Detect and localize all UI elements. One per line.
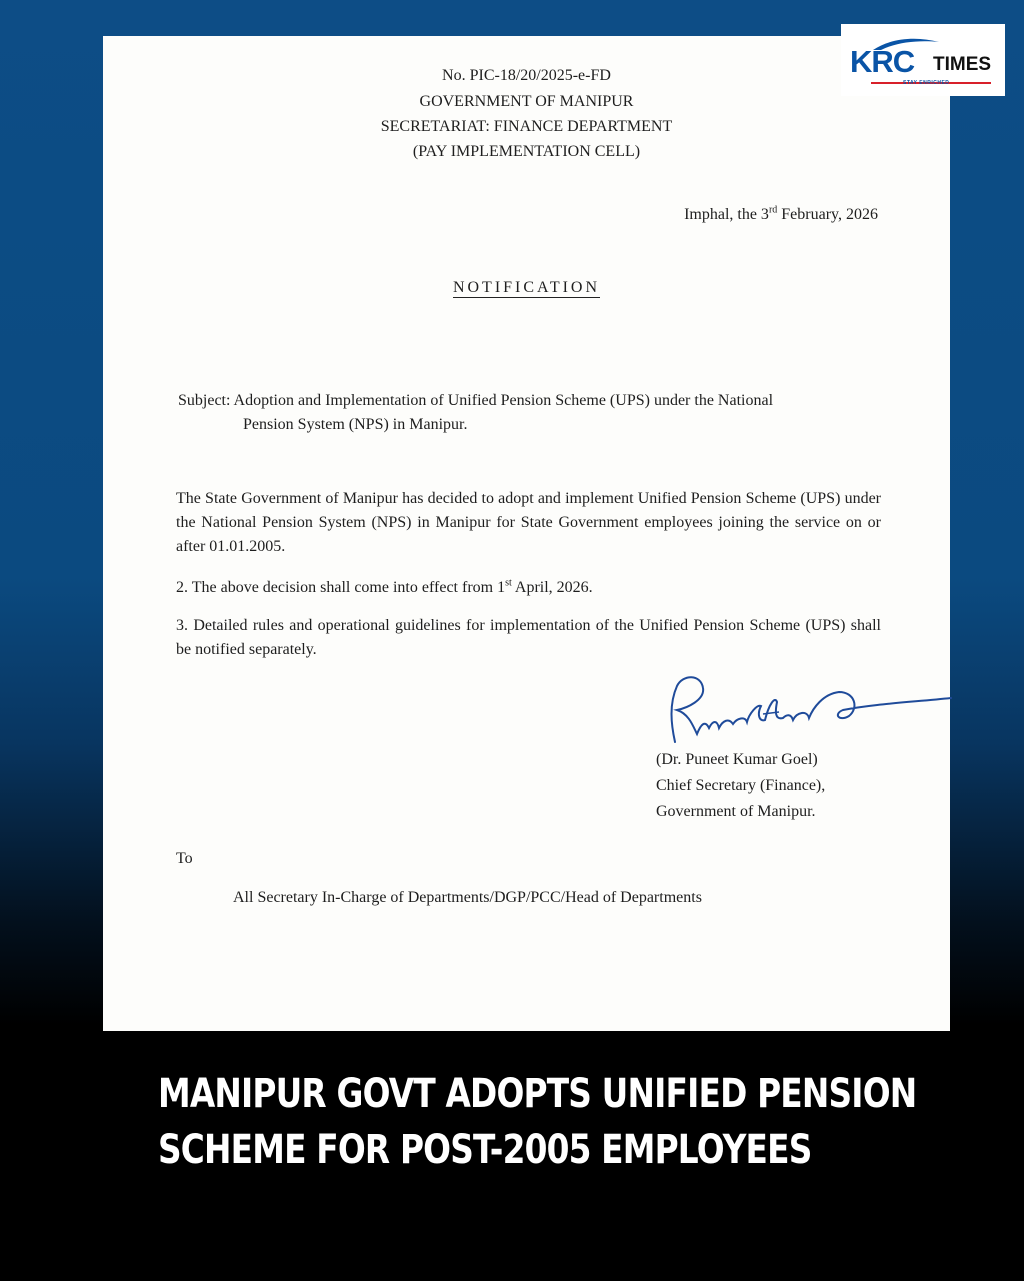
headline-line-1: MANIPUR GOVT ADOPTS UNIFIED PENSION: [158, 1071, 917, 1117]
to-label: To: [176, 850, 193, 867]
paragraph-2: 2. The above decision shall come into effect from 1st April, 2026.: [176, 577, 593, 596]
paragraph-3: 3. Detailed rules and operational guidelines for implementation of the Unified Pension Scheme (UPS) shall be notified separately.: [176, 617, 881, 658]
signatory-name: (Dr. Puneet Kumar Goel): [656, 751, 818, 768]
logo-name: TIMES: [933, 54, 992, 75]
signatory-organization: Government of Manipur.: [656, 803, 816, 820]
notification-document: [103, 36, 950, 1031]
headline: [158, 1066, 917, 1178]
department-name: SECRETARIAT: FINANCE DEPARTMENT: [380, 118, 673, 135]
logo-tagline: STAY ENRICHED: [903, 80, 950, 86]
reference-number: No. PIC-18/20/2025-e-FD: [442, 67, 611, 84]
subject-line-2: Pension System (NPS) in Manipur.: [243, 416, 468, 433]
government-name: GOVERNMENT OF MANIPUR: [419, 93, 634, 110]
logo-brand: KRC: [850, 44, 915, 79]
notification-heading: NOTIFICATION: [452, 279, 601, 296]
krc-times-logo: [841, 24, 1005, 96]
headline-line-2: SCHEME FOR POST-2005 EMPLOYEES: [158, 1127, 812, 1173]
signatory-title: Chief Secretary (Finance),: [656, 777, 826, 794]
signature-image: [663, 664, 953, 754]
cell-name: (PAY IMPLEMENTATION CELL): [412, 143, 641, 160]
recipients: All Secretary In-Charge of Departments/DGP/PCC/Head of Departments: [233, 889, 702, 906]
issue-date: Imphal, the 3rd February, 2026: [684, 204, 878, 223]
subject-line-1: Subject: Adoption and Implementation of Unified Pension Scheme (UPS) under the National: [178, 392, 774, 409]
paragraph-1: The State Government of Manipur has decided to adopt and implement Unified Pension Scheme (UPS) under the National Pension System (NPS) in Manipur for State Government employees joining the service on or after 01.01.2005.: [176, 490, 881, 555]
